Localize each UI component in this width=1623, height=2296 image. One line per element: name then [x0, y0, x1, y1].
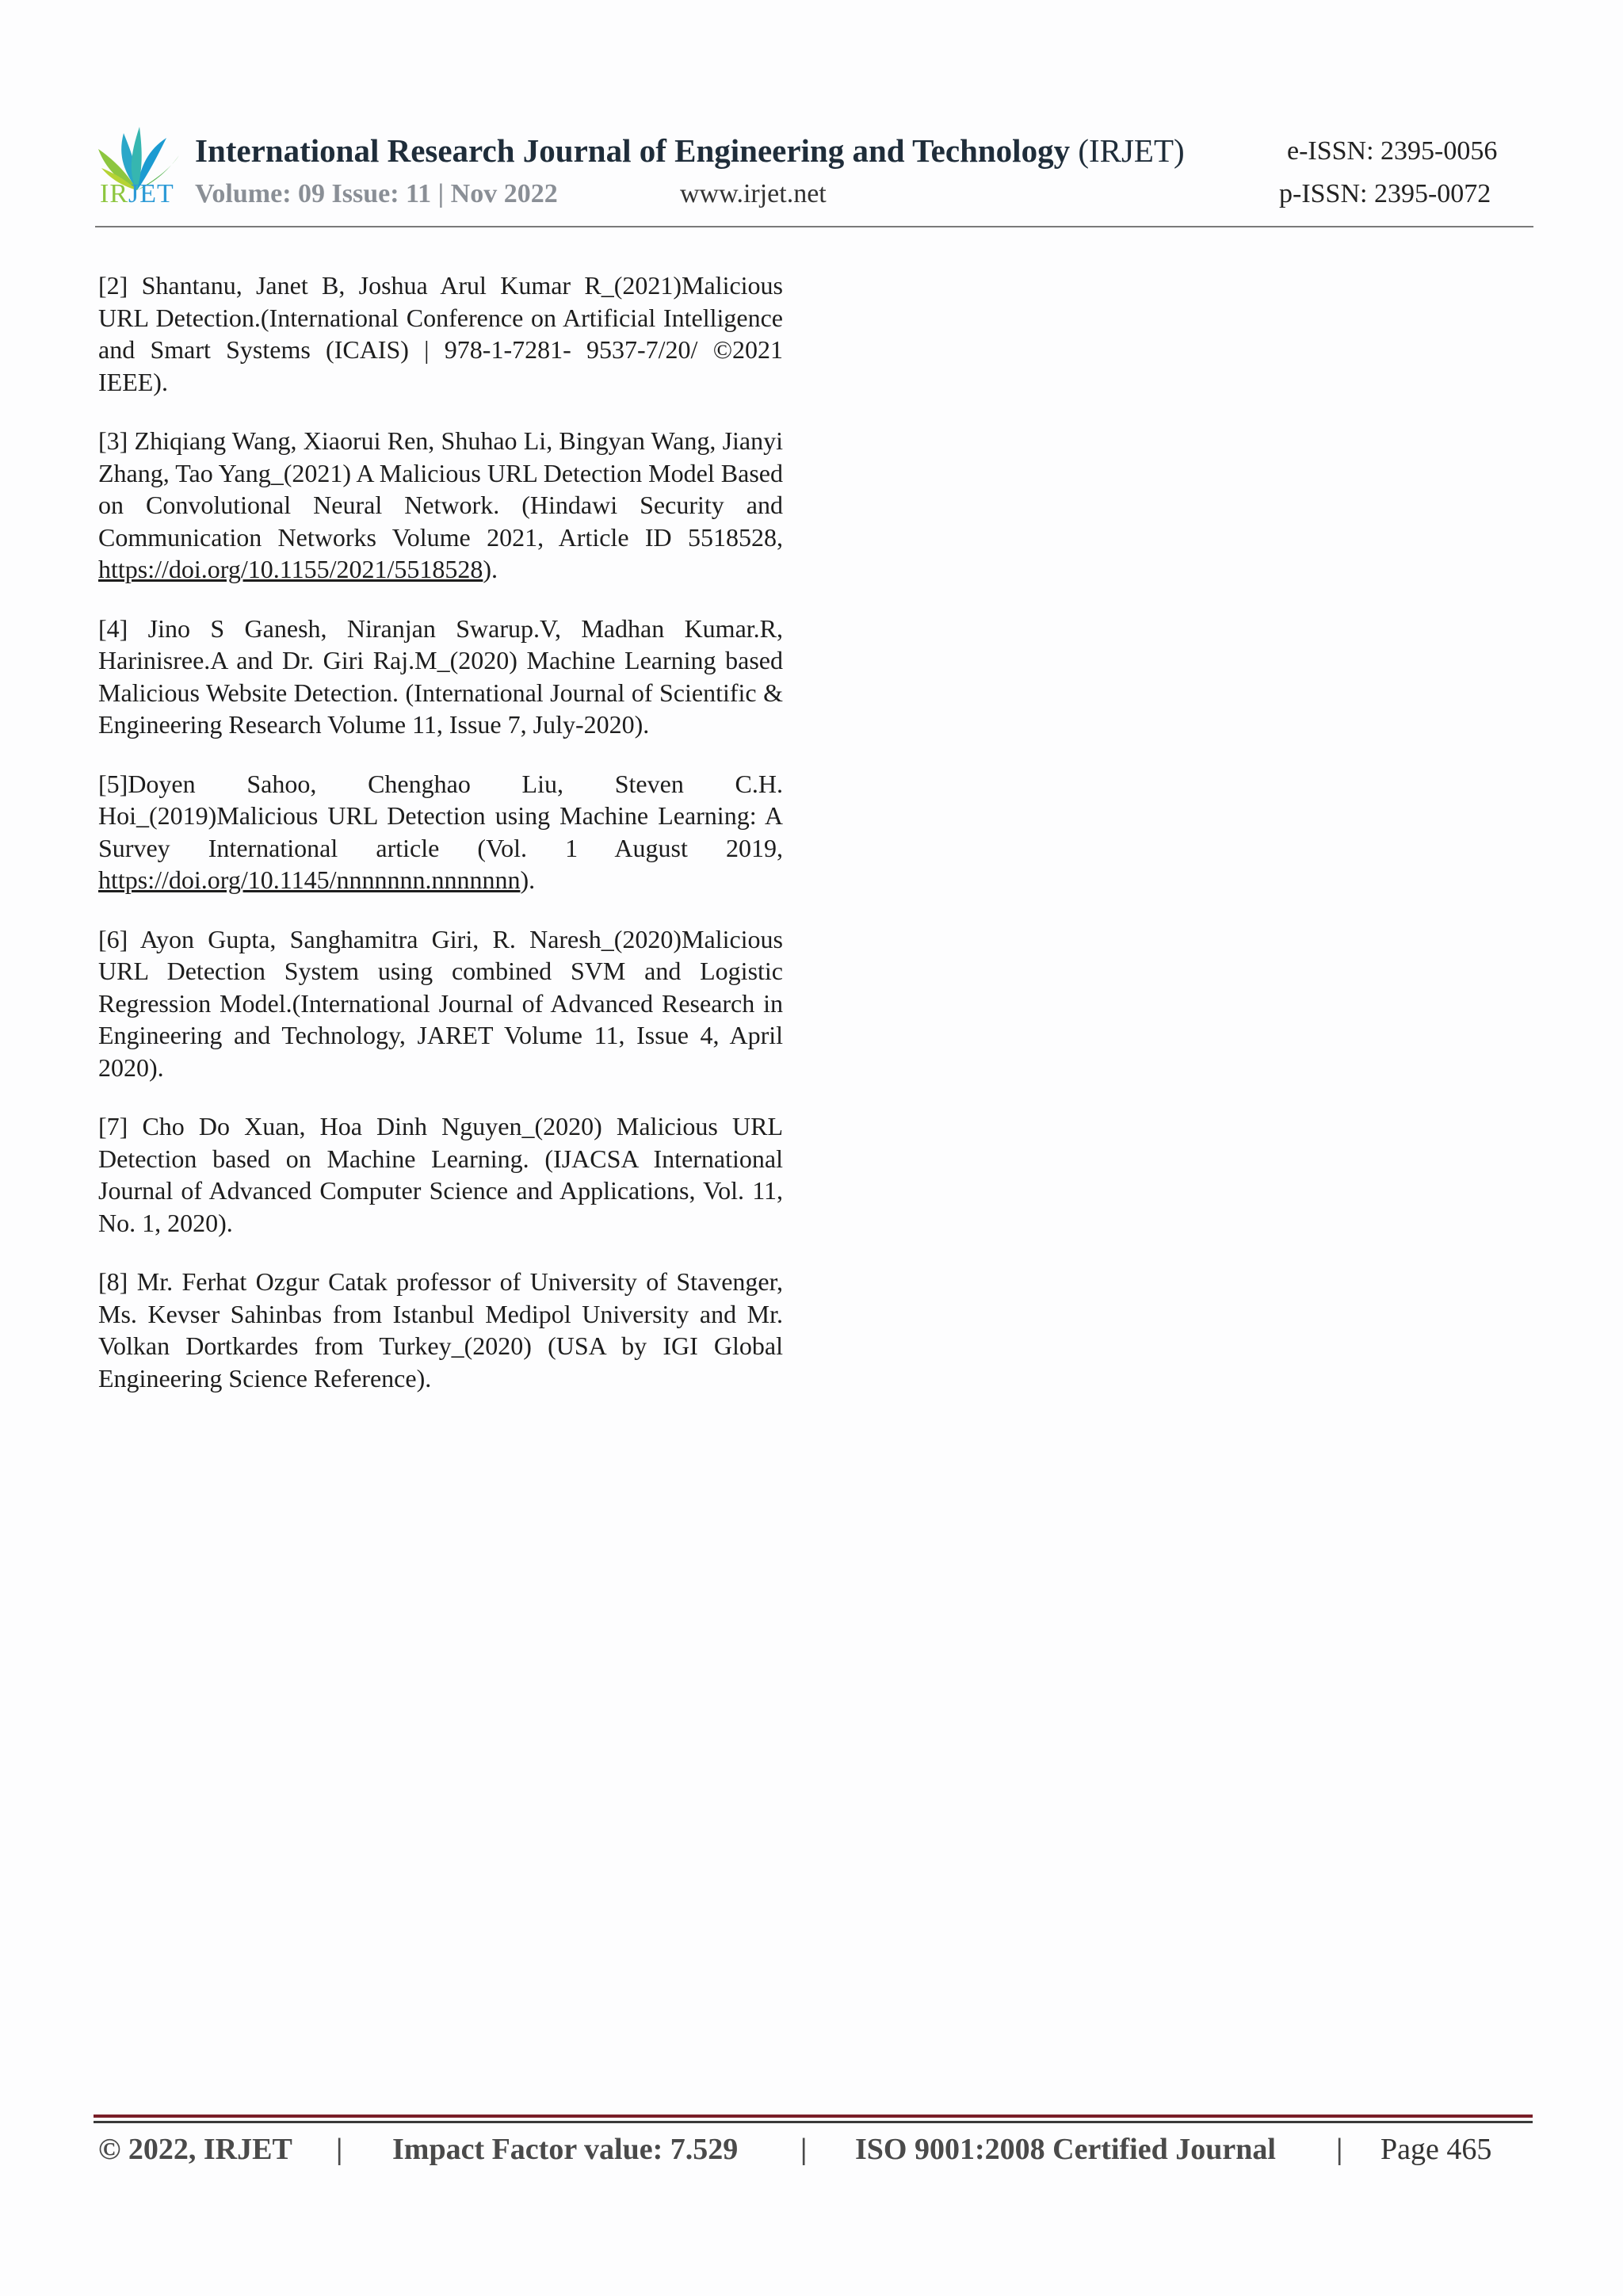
reference-item [98, 425, 783, 586]
reference-item [98, 923, 783, 1084]
pissn: p-ISSN: 2395-0072 [1279, 179, 1491, 208]
footer-divider [94, 2115, 1533, 2118]
reference-item [98, 768, 783, 896]
header-divider [95, 226, 1533, 227]
footer-page-number: Page 465 [1381, 2133, 1492, 2166]
reference-text: [5]Doyen Sahoo, Chenghao Liu, Steven C.H. Hoi_(2019)Malicious URL Detection using Machine Learning: A Survey International article (Vol. 1 August 2019, [98, 769, 783, 862]
doi-link[interactable]: https://doi.org/10.1155/2021/5518528 [98, 555, 483, 583]
footer-separator: | [1336, 2133, 1343, 2166]
footer-separator: | [800, 2133, 808, 2166]
eissn: e-ISSN: 2395-0056 [1287, 136, 1498, 166]
footer-copyright: © 2022, IRJET [98, 2133, 292, 2166]
reference-text: [8] Mr. Ferhat Ozgur Catak professor of University of Stavenger, Ms. Kevser Sahinbas from Istanbul Medipol University and Mr. Volkan Dortkardes from Turkey_(2020) (USA by IGI Global Engineering Science Reference). [98, 1267, 783, 1392]
page-footer [98, 2132, 1509, 2172]
reference-text: [2] Shantanu, Janet B, Joshua Arul Kumar R_(2021)Malicious URL Detection.(International Conference on Artificial Intelligence and Smart Systems (ICAIS) | 978-1-7281- 9537-7/20/ ©2021 IEEE). [98, 271, 783, 396]
reference-text: [6] Ayon Gupta, Sanghamitra Giri, R. Naresh_(2020)Malicious URL Detection System using combined SVM and Logistic Regression Model.(International Journal of Advanced Research in Engineering and Technology, JARET Volume 11, Issue 4, April 2020). [98, 924, 783, 1082]
footer-impact-factor: Impact Factor value: 7.529 [392, 2133, 739, 2166]
reference-item [98, 269, 783, 398]
footer-divider-secondary [94, 2121, 1533, 2123]
logo-text: IRJET [100, 179, 174, 208]
journal-website[interactable]: www.irjet.net [680, 179, 827, 208]
reference-item [98, 1110, 783, 1239]
reference-item [98, 1266, 783, 1394]
page-header [0, 0, 1623, 238]
reference-text: [3] Zhiqiang Wang, Xiaorui Ren, Shuhao Li, Bingyan Wang, Jianyi Zhang, Tao Yang_(2021) A Malicious URL Detection Model Based on Convolutional Neural Network. (Hindawi Security and Communication Networks Volume 2021, Article ID 5518528, [98, 426, 783, 552]
doi-link[interactable]: https://doi.org/10.1145/nnnnnnn.nnnnnnn [98, 865, 521, 894]
reference-item [98, 613, 783, 741]
reference-list [98, 269, 783, 1421]
reference-text: [7] Cho Do Xuan, Hoa Dinh Nguyen_(2020) Malicious URL Detection based on Machine Learning. (IJACSA International Journal of Advanced Computer Science and Applications, Vol. 11, No. 1, 2020). [98, 1112, 783, 1237]
journal-abbr: (IRJET) [1078, 132, 1185, 169]
reference-text: [4] Jino S Ganesh, Niranjan Swarup.V, Madhan Kumar.R, Harinisree.A and Dr. Giri Raj.M_(2020) Machine Learning based Malicious Website Detection. (International Journal of Scientific & Engineering Research Volume 11, Issue 7, July-2020). [98, 613, 783, 739]
reference-text: ). [483, 555, 498, 583]
footer-iso: ISO 9001:2008 Certified Journal [855, 2133, 1276, 2166]
reference-text: ). [520, 865, 536, 894]
volume-issue: Volume: 09 Issue: 11 | Nov 2022 [195, 179, 558, 208]
journal-title: International Research Journal of Engineering and Technology (IRJET) [195, 132, 1185, 169]
footer-separator: | [336, 2133, 343, 2166]
